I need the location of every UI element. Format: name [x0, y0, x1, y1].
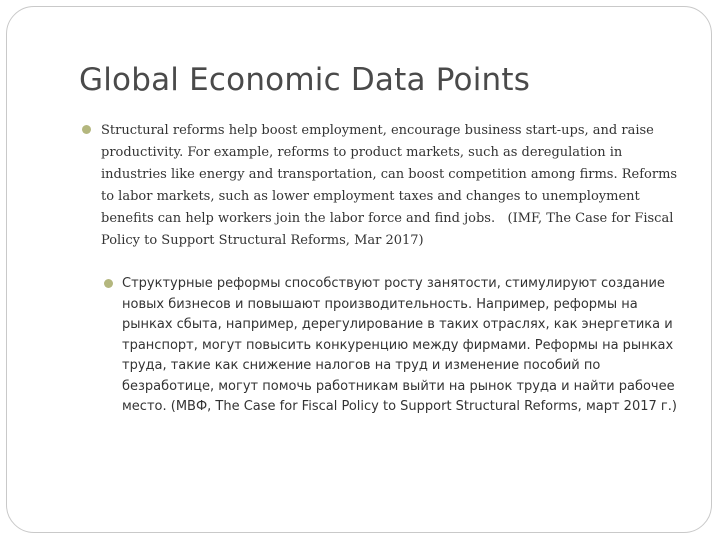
bullet-text-russian: Структурные реформы способствуют росту занятости, стимулируют создание новых бизнесов и повышают производительность. Например, реформы на рынках сбыта, например, дерегулирование в таких отраслях, как энергетика и транспорт, могут повысить конкуренцию между фирмами. Реформы на рынках труда, такие как снижение налогов на труд и изменение пособий по безработице, могут помочь работникам выйти на рынок труда и найти рабочее место. (МВФ, The Case for Fiscal Policy to Support Structural Reforms, март 2017 г.) [122, 276, 677, 414]
bullet-text-english: Structural reforms help boost employment, encourage business start-ups, and raise productivity. For example, reforms to product markets, such as deregulation in industries like energy and transportation, can boost competition among firms. Reforms to labor markets, such as lower employment taxes and changes to unemployment benefits can help workers join the labor force and find jobs. (IMF, The Case for Fiscal Policy to Support Structural Reforms, Mar 2017) [101, 123, 678, 248]
bullet-icon [82, 125, 91, 134]
bullet-icon [104, 279, 113, 288]
slide-title: Global Economic Data Points [79, 62, 531, 98]
